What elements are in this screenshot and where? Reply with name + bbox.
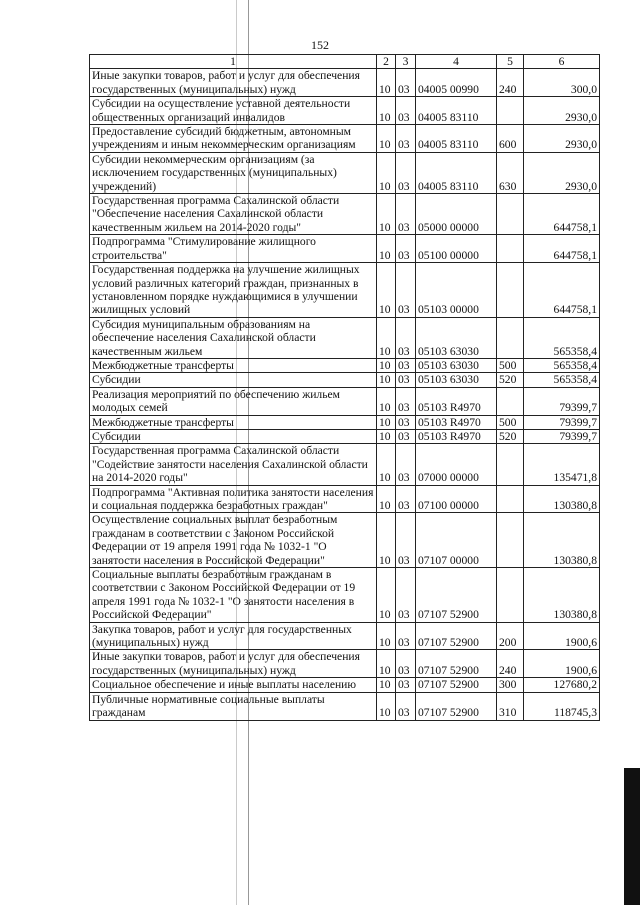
target-article-cell: 05103 63030 — [416, 373, 497, 387]
amount-cell: 79399,7 — [524, 415, 600, 429]
amount-cell: 2930,0 — [524, 97, 600, 125]
target-article-cell: 07107 52900 — [416, 622, 497, 650]
row-name-cell: Субсидии — [90, 429, 377, 443]
row-name-cell: Реализация мероприятий по обеспечению жильем молодых семей — [90, 387, 377, 415]
subsection-code-cell: 03 — [396, 194, 416, 235]
section-code-cell: 10 — [377, 692, 396, 720]
section-code-cell: 10 — [377, 444, 396, 485]
row-name-cell: Социальное обеспечение и иные выплаты населению — [90, 678, 377, 692]
table-row — [90, 194, 600, 235]
amount-cell: 644758,1 — [524, 194, 600, 235]
target-article-cell: 04005 83110 — [416, 152, 497, 193]
section-code-cell: 10 — [377, 415, 396, 429]
amount-cell: 1900,6 — [524, 622, 600, 650]
row-name-cell: Государственная программа Сахалинской области "Содействие занятости населения Сахалинской области на 2014-2020 годы" — [90, 444, 377, 485]
target-article-cell: 05103 R4970 — [416, 429, 497, 443]
budget-table — [89, 54, 600, 721]
target-article-cell: 05103 00000 — [416, 263, 497, 318]
subsection-code-cell: 03 — [396, 125, 416, 153]
subsection-code-cell: 03 — [396, 678, 416, 692]
table-row — [90, 317, 600, 358]
row-name-cell: Социальные выплаты безработным гражданам в соответствии с Законом Российской Федерации от 19 апреля 1991 года № 1032-1 "О занятости населения в Российской Федерации" — [90, 568, 377, 623]
expense-type-cell: 600 — [497, 125, 524, 153]
section-code-cell: 10 — [377, 317, 396, 358]
page-number: 152 — [311, 38, 329, 52]
table-row — [90, 513, 600, 568]
table-row — [90, 125, 600, 153]
subsection-code-cell: 03 — [396, 650, 416, 678]
expense-type-cell — [497, 444, 524, 485]
scan-margin-mark — [624, 768, 640, 905]
expense-type-cell — [497, 568, 524, 623]
section-code-cell: 10 — [377, 97, 396, 125]
amount-cell: 2930,0 — [524, 125, 600, 153]
section-code-cell: 10 — [377, 429, 396, 443]
expense-type-cell: 240 — [497, 69, 524, 97]
target-article-cell: 05103 R4970 — [416, 387, 497, 415]
row-name-cell: Государственная поддержка на улучшение жилищных условий различных категорий граждан, признанных в установленном порядке нуждающимися в улучшении жилищных условий — [90, 263, 377, 318]
expense-type-cell: 500 — [497, 415, 524, 429]
table-header-row — [90, 55, 600, 69]
table-row — [90, 568, 600, 623]
table-row — [90, 678, 600, 692]
amount-cell: 130380,8 — [524, 568, 600, 623]
section-code-cell: 10 — [377, 678, 396, 692]
section-code-cell: 10 — [377, 194, 396, 235]
target-article-cell: 05100 00000 — [416, 235, 497, 263]
row-name-cell: Субсидии на осуществление уставной деятельности общественных организаций инвалидов — [90, 97, 377, 125]
column-header: 6 — [524, 55, 600, 69]
table-row — [90, 444, 600, 485]
expense-type-cell: 200 — [497, 622, 524, 650]
amount-cell: 565358,4 — [524, 317, 600, 358]
row-name-cell: Субсидии некоммерческим организациям (за исключением государственных (муниципальных) учреждений) — [90, 152, 377, 193]
section-code-cell: 10 — [377, 69, 396, 97]
amount-cell: 79399,7 — [524, 429, 600, 443]
table-row — [90, 358, 600, 372]
amount-cell: 1900,6 — [524, 650, 600, 678]
subsection-code-cell: 03 — [396, 387, 416, 415]
table-row — [90, 152, 600, 193]
amount-cell: 79399,7 — [524, 387, 600, 415]
expense-type-cell: 630 — [497, 152, 524, 193]
column-header: 3 — [396, 55, 416, 69]
target-article-cell: 07100 00000 — [416, 485, 497, 513]
table-row — [90, 485, 600, 513]
expense-type-cell — [497, 263, 524, 318]
target-article-cell: 05103 63030 — [416, 317, 497, 358]
column-header: 5 — [497, 55, 524, 69]
section-code-cell: 10 — [377, 373, 396, 387]
expense-type-cell — [497, 387, 524, 415]
expense-type-cell — [497, 235, 524, 263]
table-row — [90, 650, 600, 678]
expense-type-cell — [497, 513, 524, 568]
expense-type-cell: 240 — [497, 650, 524, 678]
subsection-code-cell: 03 — [396, 692, 416, 720]
row-name-cell: Иные закупки товаров, работ и услуг для обеспечения государственных (муниципальных) нужд — [90, 650, 377, 678]
target-article-cell: 07107 52900 — [416, 692, 497, 720]
row-name-cell: Межбюджетные трансферты — [90, 415, 377, 429]
row-name-cell: Подпрограмма "Стимулирование жилищного строительства" — [90, 235, 377, 263]
amount-cell: 300,0 — [524, 69, 600, 97]
subsection-code-cell: 03 — [396, 622, 416, 650]
target-article-cell: 07107 52900 — [416, 650, 497, 678]
section-code-cell: 10 — [377, 152, 396, 193]
section-code-cell: 10 — [377, 513, 396, 568]
subsection-code-cell: 03 — [396, 69, 416, 97]
expense-type-cell: 520 — [497, 429, 524, 443]
row-name-cell: Осуществление социальных выплат безработным гражданам в соответствии с Законом Российской Федерации от 19 апреля 1991 года № 1032-1 "О занятости населения в Российской Федерации" — [90, 513, 377, 568]
section-code-cell: 10 — [377, 235, 396, 263]
table-row — [90, 622, 600, 650]
row-name-cell: Субсидии — [90, 373, 377, 387]
subsection-code-cell: 03 — [396, 317, 416, 358]
target-article-cell: 07107 52900 — [416, 568, 497, 623]
target-article-cell: 04005 83110 — [416, 125, 497, 153]
target-article-cell: 05000 00000 — [416, 194, 497, 235]
subsection-code-cell: 03 — [396, 429, 416, 443]
subsection-code-cell: 03 — [396, 235, 416, 263]
subsection-code-cell: 03 — [396, 263, 416, 318]
subsection-code-cell: 03 — [396, 358, 416, 372]
row-name-cell: Субсидия муниципальным образованиям на обеспечение населения Сахалинской области качественным жильем — [90, 317, 377, 358]
subsection-code-cell: 03 — [396, 513, 416, 568]
target-article-cell: 07000 00000 — [416, 444, 497, 485]
amount-cell: 127680,2 — [524, 678, 600, 692]
amount-cell: 2930,0 — [524, 152, 600, 193]
table-row — [90, 692, 600, 720]
table-row — [90, 97, 600, 125]
table-row — [90, 387, 600, 415]
column-header: 2 — [377, 55, 396, 69]
section-code-cell: 10 — [377, 387, 396, 415]
table-row — [90, 429, 600, 443]
row-name-cell: Государственная программа Сахалинской области "Обеспечение населения Сахалинской области качественным жильем на 2014-2020 годы" — [90, 194, 377, 235]
column-header: 4 — [416, 55, 497, 69]
amount-cell: 565358,4 — [524, 358, 600, 372]
section-code-cell: 10 — [377, 263, 396, 318]
expense-type-cell — [497, 317, 524, 358]
amount-cell: 565358,4 — [524, 373, 600, 387]
expense-type-cell: 300 — [497, 678, 524, 692]
target-article-cell: 05103 63030 — [416, 358, 497, 372]
table-row — [90, 235, 600, 263]
amount-cell: 135471,8 — [524, 444, 600, 485]
table-row — [90, 69, 600, 97]
expense-type-cell — [497, 485, 524, 513]
expense-type-cell: 520 — [497, 373, 524, 387]
amount-cell: 130380,8 — [524, 513, 600, 568]
amount-cell: 644758,1 — [524, 235, 600, 263]
subsection-code-cell: 03 — [396, 373, 416, 387]
row-name-cell: Публичные нормативные социальные выплаты гражданам — [90, 692, 377, 720]
row-name-cell: Иные закупки товаров, работ и услуг для обеспечения государственных (муниципальных) нужд — [90, 69, 377, 97]
target-article-cell: 05103 R4970 — [416, 415, 497, 429]
section-code-cell: 10 — [377, 622, 396, 650]
row-name-cell: Предоставление субсидий бюджетным, автономным учреждениям и иным некоммерческим организациям — [90, 125, 377, 153]
row-name-cell: Межбюджетные трансферты — [90, 358, 377, 372]
section-code-cell: 10 — [377, 568, 396, 623]
expense-type-cell: 310 — [497, 692, 524, 720]
subsection-code-cell: 03 — [396, 152, 416, 193]
expense-type-cell — [497, 194, 524, 235]
target-article-cell: 07107 52900 — [416, 678, 497, 692]
subsection-code-cell: 03 — [396, 444, 416, 485]
subsection-code-cell: 03 — [396, 568, 416, 623]
amount-cell: 118745,3 — [524, 692, 600, 720]
section-code-cell: 10 — [377, 650, 396, 678]
subsection-code-cell: 03 — [396, 415, 416, 429]
target-article-cell: 07107 00000 — [416, 513, 497, 568]
section-code-cell: 10 — [377, 485, 396, 513]
amount-cell: 644758,1 — [524, 263, 600, 318]
expense-type-cell — [497, 97, 524, 125]
target-article-cell: 04005 83110 — [416, 97, 497, 125]
table-row — [90, 415, 600, 429]
subsection-code-cell: 03 — [396, 485, 416, 513]
column-header: 1 — [90, 55, 377, 69]
table-row — [90, 373, 600, 387]
target-article-cell: 04005 00990 — [416, 69, 497, 97]
expense-type-cell: 500 — [497, 358, 524, 372]
row-name-cell: Закупка товаров, работ и услуг для государственных (муниципальных) нужд — [90, 622, 377, 650]
table-row — [90, 263, 600, 318]
amount-cell: 130380,8 — [524, 485, 600, 513]
subsection-code-cell: 03 — [396, 97, 416, 125]
section-code-cell: 10 — [377, 358, 396, 372]
row-name-cell: Подпрограмма "Активная политика занятости населения и социальная поддержка безработных граждан" — [90, 485, 377, 513]
section-code-cell: 10 — [377, 125, 396, 153]
